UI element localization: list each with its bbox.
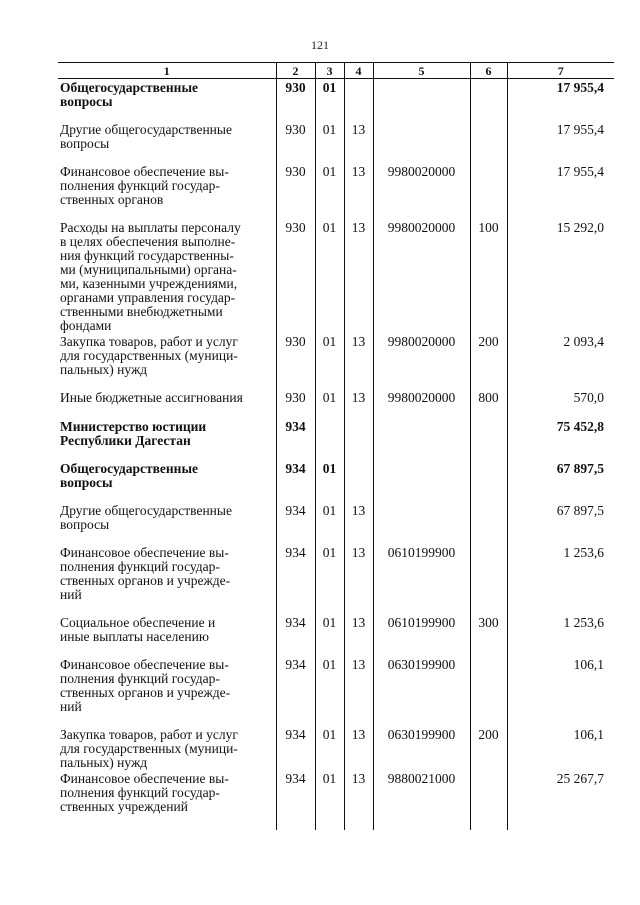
amount: 15 292,0 (507, 219, 614, 333)
row-description-line: Закупка товаров, работ и услуг (60, 726, 238, 742)
target-article-code (373, 418, 470, 460)
row-description-line: для государственных (муници- (60, 740, 238, 756)
row-description (58, 121, 276, 163)
section-code: 01 (315, 502, 344, 544)
ved-code: 930 (276, 219, 315, 333)
subsection-code: 13 (344, 121, 373, 163)
table-row (58, 770, 614, 830)
section-code (315, 418, 344, 460)
row-description-line: ний (60, 698, 82, 714)
row-description-line: Социальное обеспечение и (60, 614, 216, 630)
column-header-3: 3 (315, 63, 344, 79)
row-description-line: ния функций государственны- (60, 247, 234, 263)
subsection-code: 13 (344, 770, 373, 830)
row-description-line: ми (муниципальными) органа- (60, 261, 237, 277)
section-code: 01 (315, 656, 344, 726)
target-article-code (373, 502, 470, 544)
target-article-code: 9980020000 (373, 389, 470, 418)
target-article-code: 9980020000 (373, 333, 470, 389)
table-row (58, 333, 614, 389)
ved-code: 934 (276, 544, 315, 614)
subsection-code: 13 (344, 544, 373, 614)
page-number: 121 (311, 38, 329, 52)
subsection-code: 13 (344, 656, 373, 726)
target-article-code: 0630199900 (373, 726, 470, 770)
column-header-4: 4 (344, 63, 373, 79)
ved-code: 930 (276, 121, 315, 163)
row-description-line: вопросы (60, 94, 113, 109)
section-code: 01 (315, 389, 344, 418)
column-header-7: 7 (507, 63, 614, 79)
column-header-2: 2 (276, 63, 315, 79)
table-row (58, 163, 614, 219)
expense-type-code (470, 770, 507, 830)
ved-code: 930 (276, 79, 315, 121)
amount: 1 253,6 (507, 614, 614, 656)
target-article-code: 0610199900 (373, 614, 470, 656)
row-description (58, 333, 276, 389)
ved-code: 934 (276, 614, 315, 656)
table-row (58, 502, 614, 544)
row-description-line: вопросы (60, 516, 110, 532)
amount: 2 093,4 (507, 333, 614, 389)
target-article-code: 9980020000 (373, 219, 470, 333)
subsection-code: 13 (344, 502, 373, 544)
row-description-line: Финансовое обеспечение вы- (60, 163, 229, 179)
ved-code: 930 (276, 389, 315, 418)
section-code: 01 (315, 219, 344, 333)
amount: 17 955,4 (507, 121, 614, 163)
table-row (58, 614, 614, 656)
subsection-code: 13 (344, 163, 373, 219)
amount: 106,1 (507, 726, 614, 770)
expense-type-code (470, 656, 507, 726)
row-description-line: Республики Дагестан (60, 432, 191, 448)
expense-type-code: 300 (470, 614, 507, 656)
expense-type-code (470, 502, 507, 544)
row-description (58, 770, 276, 830)
row-description-line: Финансовое обеспечение вы- (60, 544, 229, 560)
row-description-line: полнения функций государ- (60, 177, 220, 193)
target-article-code: 0630199900 (373, 656, 470, 726)
target-article-code: 0610199900 (373, 544, 470, 614)
subsection-code: 13 (344, 219, 373, 333)
ved-code: 934 (276, 502, 315, 544)
row-description-line: Другие общегосударственные (60, 502, 232, 518)
section-code: 01 (315, 163, 344, 219)
budget-table (58, 62, 614, 830)
row-description-line: в целях обеспечения выполне- (60, 233, 236, 249)
row-description-line: иные выплаты населению (60, 628, 209, 644)
subsection-code: 13 (344, 614, 373, 656)
ved-code: 934 (276, 460, 315, 502)
amount: 1 253,6 (507, 544, 614, 614)
ved-code: 934 (276, 726, 315, 770)
row-description-line: ственных учреждений (60, 798, 188, 814)
column-header-6: 6 (470, 63, 507, 79)
target-article-code: 9980020000 (373, 163, 470, 219)
row-description-line: Министерство юстиции (60, 418, 207, 434)
row-description-line: Финансовое обеспечение вы- (60, 770, 229, 786)
row-description-line: полнения функций государ- (60, 670, 220, 686)
row-description (58, 389, 276, 418)
section-code: 01 (315, 544, 344, 614)
row-description (58, 418, 276, 460)
row-description (58, 544, 276, 614)
row-description-line: вопросы (60, 135, 110, 151)
row-description (58, 163, 276, 219)
target-article-code (373, 460, 470, 502)
amount: 106,1 (507, 656, 614, 726)
ved-code: 934 (276, 770, 315, 830)
expense-type-code (470, 163, 507, 219)
row-description-line: Закупка товаров, работ и услуг (60, 333, 238, 349)
table-row (58, 726, 614, 770)
table-body (58, 79, 614, 830)
row-description-line: Расходы на выплаты персоналу (60, 219, 241, 235)
amount: 25 267,7 (507, 770, 614, 830)
table-row (58, 544, 614, 614)
section-code: 01 (315, 333, 344, 389)
subsection-code (344, 418, 373, 460)
row-description (58, 460, 276, 502)
expense-type-code: 100 (470, 219, 507, 333)
row-description (58, 219, 276, 333)
row-description-line: ственных органов и учрежде- (60, 684, 231, 700)
row-description-line: полнения функций государ- (60, 784, 220, 800)
row-description-line: фондами (60, 317, 112, 333)
ved-code: 934 (276, 418, 315, 460)
column-header-5: 5 (373, 63, 470, 79)
target-article-code: 9880021000 (373, 770, 470, 830)
amount: 75 452,8 (507, 418, 614, 460)
row-description (58, 656, 276, 726)
row-description-line: ственными внебюджетными (60, 303, 223, 319)
amount: 570,0 (507, 389, 614, 418)
target-article-code (373, 79, 470, 121)
table-row (58, 219, 614, 333)
row-description-line: ственных органов (60, 191, 164, 207)
subsection-code (344, 460, 373, 502)
expense-type-code (470, 79, 507, 121)
expense-type-code: 800 (470, 389, 507, 418)
row-description-line: Другие общегосударственные (60, 121, 232, 137)
section-code: 01 (315, 79, 344, 121)
ved-code: 934 (276, 656, 315, 726)
expense-type-code (470, 544, 507, 614)
column-header-1: 1 (58, 63, 276, 79)
table-row (58, 656, 614, 726)
row-description-line: пальных) нужд (60, 754, 148, 770)
ved-code: 930 (276, 333, 315, 389)
row-description-line: для государственных (муници- (60, 347, 238, 363)
table-row (58, 389, 614, 418)
amount: 17 955,4 (507, 163, 614, 219)
row-description-line: органами управления государ- (60, 289, 236, 305)
row-description-line: ми, казенными учреждениями, (60, 275, 238, 291)
expense-type-code: 200 (470, 726, 507, 770)
table-row (58, 121, 614, 163)
row-description (58, 614, 276, 656)
expense-type-code (470, 121, 507, 163)
row-description-line: ний (60, 586, 82, 602)
table-header-row (58, 63, 614, 79)
row-description (58, 726, 276, 770)
amount: 67 897,5 (507, 502, 614, 544)
amount: 67 897,5 (507, 460, 614, 502)
section-code: 01 (315, 770, 344, 830)
table-row (58, 79, 614, 121)
row-description-line: Общегосударственные (60, 460, 198, 476)
section-code: 01 (315, 614, 344, 656)
section-code: 01 (315, 726, 344, 770)
expense-type-code (470, 460, 507, 502)
expense-type-code: 200 (470, 333, 507, 389)
row-description-line: Общегосударственные (60, 80, 198, 95)
row-description (58, 502, 276, 544)
table-row (58, 460, 614, 502)
subsection-code: 13 (344, 389, 373, 418)
target-article-code (373, 121, 470, 163)
row-description (58, 79, 276, 121)
subsection-code: 13 (344, 333, 373, 389)
subsection-code (344, 79, 373, 121)
section-code: 01 (315, 121, 344, 163)
row-description-line: пальных) нужд (60, 361, 148, 377)
ved-code: 930 (276, 163, 315, 219)
subsection-code: 13 (344, 726, 373, 770)
section-code: 01 (315, 460, 344, 502)
row-description-line: полнения функций государ- (60, 558, 220, 574)
amount: 17 955,4 (507, 79, 614, 121)
row-description-line: Финансовое обеспечение вы- (60, 656, 229, 672)
table-row (58, 418, 614, 460)
expense-type-code (470, 418, 507, 460)
row-description-line: вопросы (60, 474, 113, 490)
row-description-line: Иные бюджетные ассигнования (60, 389, 243, 405)
row-description-line: ственных органов и учрежде- (60, 572, 231, 588)
